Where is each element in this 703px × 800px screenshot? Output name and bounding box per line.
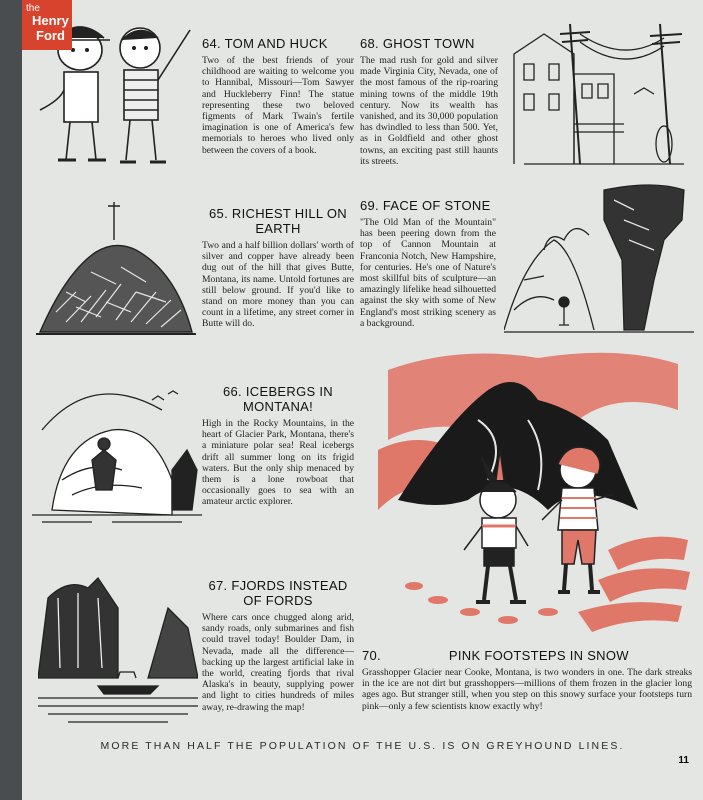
ghost-town-illustration: [504, 14, 694, 174]
entry-69-title: 69. FACE OF STONE: [360, 198, 491, 213]
entry-70: [362, 648, 692, 712]
entry-68-text: The mad rush for gold and silver made Virginia City, Nevada, one of the most famous of the rip-roaring mining towns of the middle 19th century. Now its wealth has vanished, and its 30,000 population has dwindled to less than 500. Yet, as in Goldfield and other ghost towns, an exciting past still haunts its streets.: [360, 55, 498, 167]
logo-text-henry: Henry: [32, 13, 69, 28]
page-number: 11: [678, 755, 689, 766]
entry-69: [360, 198, 496, 329]
entry-65-title: 65. RICHEST HILL ON EARTH: [209, 206, 347, 236]
entry-66-title: 66. ICEBERGS IN MONTANA!: [223, 384, 333, 414]
entry-65-text: Two and a half billion dollars' worth of silver and copper have already been dug out of the hill that gives Butte, Montana, its name. Untold fortunes are still below ground. If you'd like to stand on more money than you can count in a lifetime, any street corner in Butte will do.: [202, 240, 354, 330]
entry-67: [202, 578, 354, 713]
pink-footsteps-illustration: [378, 350, 694, 642]
entry-64-text: Two of the best friends of your childhood are waiting to welcome you to Hannibal, Missouri—Tom Sawyer and Huckleberry Finn! The statue representing these two beloved figments of Mark Twain's fertile imagination is one of America's few memorials to heroes who lived only between the covers of a book.: [202, 55, 354, 156]
face-of-stone-illustration: [504, 180, 694, 340]
entry-68: [360, 36, 498, 167]
entry-70-text: Grasshopper Glacier near Cooke, Montana, is two wonders in one. The dark streaks in the ice are not dirt but grasshoppers—millions of them frozen in the glacier long ages ago. But stranger still, when you step on this snowy surface your footsteps turn pink—only a few scientists know exactly why!: [362, 667, 692, 712]
entry-65: [202, 206, 354, 330]
page-footer: MORE THAN HALF THE POPULATION OF THE U.S. IS ON GREYHOUND LINES.: [100, 740, 625, 752]
entry-66-text: High in the Rocky Mountains, in the heart of Glacier Park, Montana, there's a miniature polar sea! Real icebergs drift all summer long on its frigid waters. But the only ship menaced by them is a lone rowboat that occasionally goes to sea with an amateur arctic explorer.: [202, 418, 354, 508]
entry-66: [202, 384, 354, 508]
entry-69-text: "The Old Man of the Mountain" has been peering down from the top of Cannon Mountain at Franconia Notch, New Hampshire, for centuries. He's one of Nature's most skillful bits of sculpture—an amazingly lifelike head silhouetted against the sky with some of New England's most striking scenery as a background.: [360, 217, 496, 329]
entry-70-title-row: [362, 648, 692, 663]
entry-70-number: 70.: [362, 648, 381, 663]
icebergs-illustration: [32, 370, 202, 530]
henry-ford-logo: [22, 0, 72, 50]
page: [22, 0, 703, 800]
logo-text-the: the: [26, 3, 40, 14]
entry-64: [202, 36, 354, 156]
entry-68-title: 68. GHOST TOWN: [360, 36, 475, 51]
entry-70-title: PINK FOOTSTEPS IN SNOW: [448, 648, 629, 663]
logo-text-ford: Ford: [36, 28, 65, 43]
entry-67-text: Where cars once chugged along arid, sandy roads, only submarines and fish could travel today! Boulder Dam, in Nevada, made all the difference—backing up the largest artificial lake in the world, creating fjords that rival Alaska's in beauty, supplying power and light to cities hundreds of miles away, re-drawing the map!: [202, 612, 354, 713]
entry-64-title: 64. TOM AND HUCK: [202, 36, 328, 51]
fjords-illustration: [38, 568, 198, 728]
entry-67-title: 67. FJORDS INSTEAD OF FORDS: [208, 578, 348, 608]
richest-hill-illustration: [36, 192, 196, 342]
